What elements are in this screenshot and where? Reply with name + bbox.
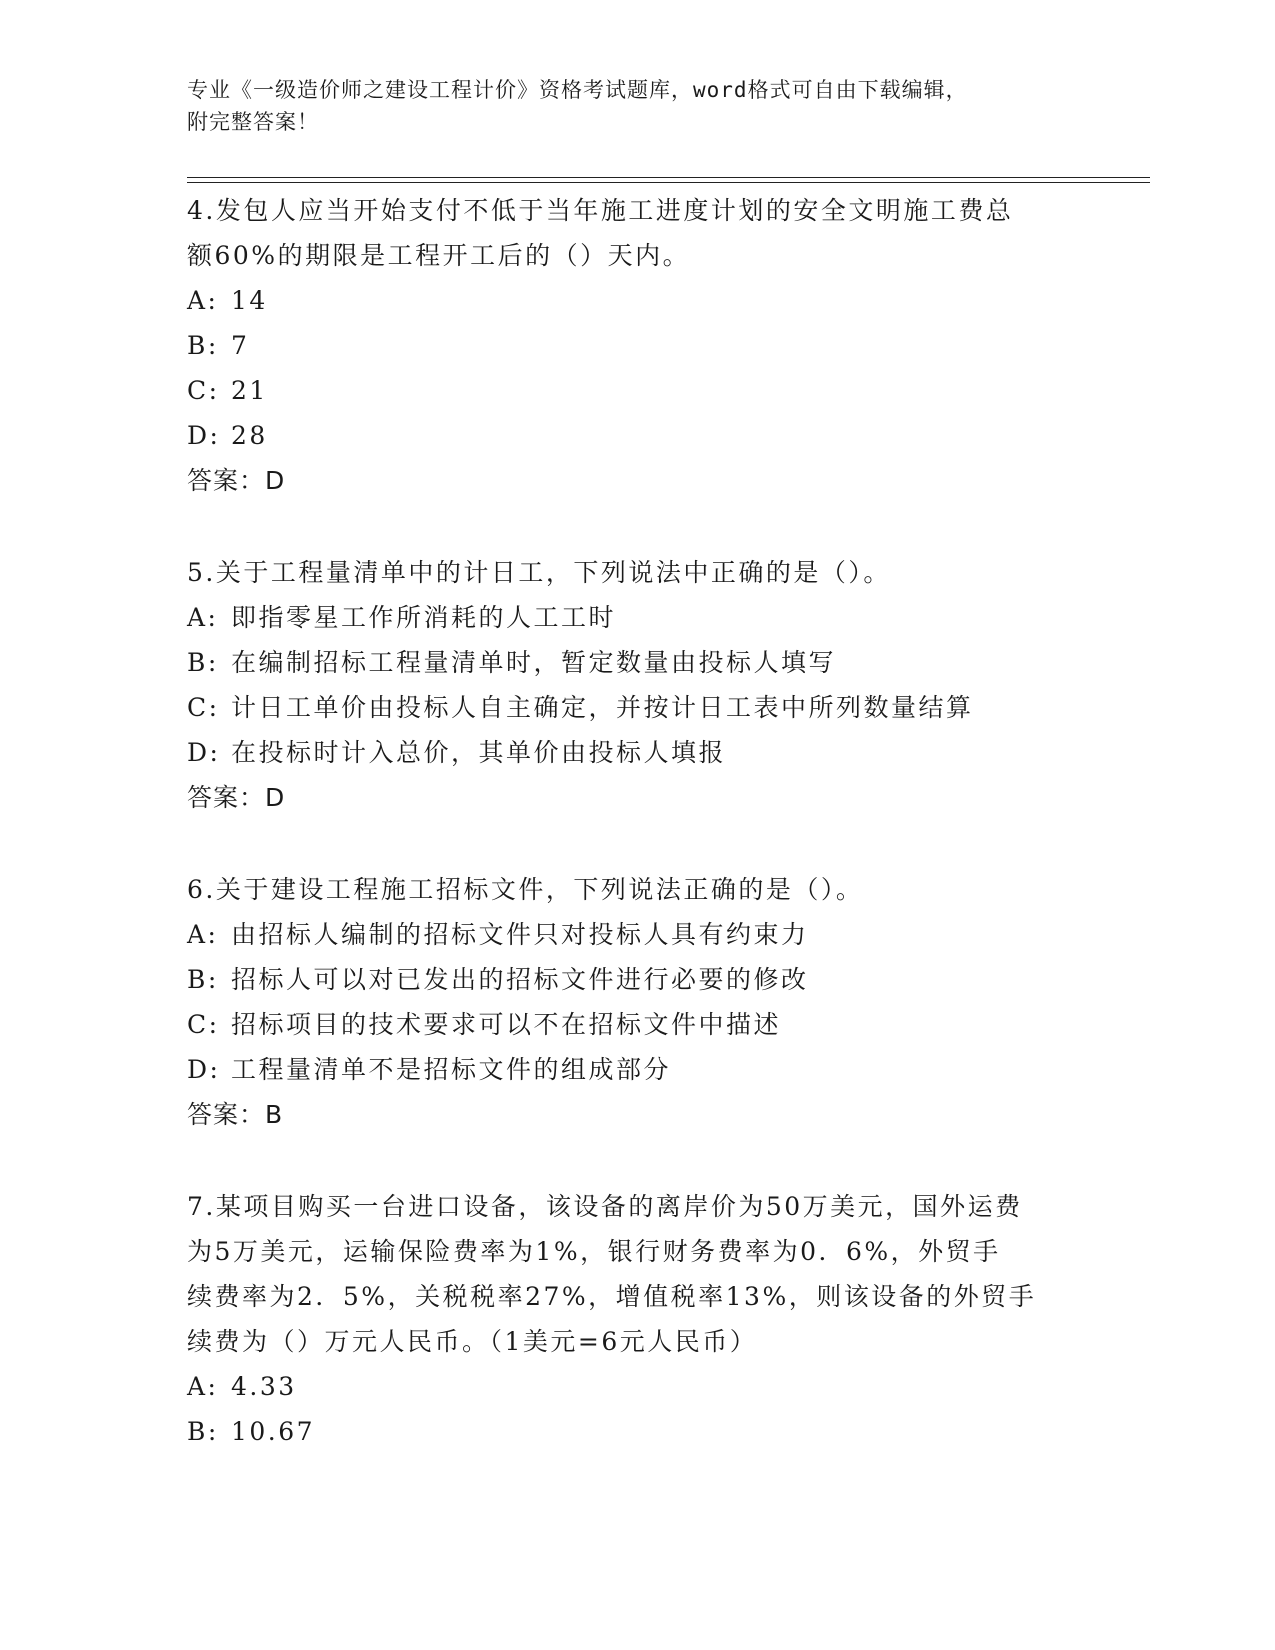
document-header: [187, 74, 1087, 138]
option-text: 28: [231, 421, 268, 450]
question-stem-line: 7.某项目购买一台进口设备，该设备的离岸价为50万美元，国外运费: [187, 1192, 1023, 1221]
question-stem-line: 5.关于工程量清单中的计日工，下列说法中正确的是（）。: [187, 558, 891, 587]
header-line-2: 附完整答案！: [187, 110, 319, 134]
option-b: [187, 640, 1087, 685]
option-key: A:: [187, 286, 219, 315]
option-key: C:: [187, 1010, 220, 1039]
option-text: 在编制招标工程量清单时，暂定数量由投标人填写: [231, 648, 837, 677]
option-text: 由招标人编制的招标文件只对投标人具有约束力: [231, 920, 809, 949]
question-stem-line: 6.关于建设工程施工招标文件，下列说法正确的是（）。: [187, 875, 864, 904]
option-key: D:: [187, 738, 221, 767]
question-stem-line: 4.发包人应当开始支付不低于当年施工进度计划的安全文明施工费总: [187, 196, 1014, 225]
question-stem-line: 续费率为2．5%，关税税率27%，增值税率13%，则该设备的外贸手: [187, 1282, 1037, 1311]
question-spacer: [187, 820, 1087, 867]
option-b: [187, 957, 1087, 1002]
option-b: [187, 323, 1087, 368]
question-list: [187, 188, 1087, 1454]
question-5: [187, 550, 1087, 820]
option-text: 工程量清单不是招标文件的组成部分: [231, 1055, 672, 1084]
question-stem-line: 续费为（）万元人民币。（1美元=6元人民币）: [187, 1327, 758, 1356]
question-spacer: [187, 503, 1087, 550]
option-d: [187, 1047, 1087, 1092]
option-text: 招标人可以对已发出的招标文件进行必要的修改: [231, 965, 809, 994]
option-text: 7: [231, 331, 250, 360]
option-text: 21: [231, 376, 268, 405]
option-text: 即指零星工作所消耗的人工工时: [231, 603, 617, 632]
option-a: [187, 595, 1087, 640]
option-c: [187, 368, 1087, 413]
header-rule-top: [187, 177, 1150, 178]
option-key: B:: [187, 1417, 219, 1446]
option-key: B:: [187, 965, 219, 994]
header-rule-bottom: [187, 182, 1150, 183]
option-key: A:: [187, 603, 219, 632]
question-stem-line: 额60%的期限是工程开工后的（）天内。: [187, 241, 691, 270]
question-stem-line: 为5万美元，运输保险费率为1%，银行财务费率为0．6%，外贸手: [187, 1237, 1001, 1266]
option-text: 计日工单价由投标人自主确定，并按计日工表中所列数量结算: [231, 693, 974, 722]
question-7: [187, 1184, 1087, 1454]
option-text: 招标项目的技术要求可以不在招标文件中描述: [231, 1010, 782, 1039]
question-spacer: [187, 1137, 1087, 1184]
option-a: [187, 912, 1087, 957]
option-d: [187, 730, 1087, 775]
question-6: [187, 867, 1087, 1137]
option-text: 在投标时计入总价，其单价由投标人填报: [231, 738, 727, 767]
option-key: C:: [187, 376, 220, 405]
option-key: B:: [187, 331, 219, 360]
question-4: [187, 188, 1087, 503]
header-line-1: 专业《一级造价师之建设工程计价》资格考试题库，word格式可自由下载编辑，: [187, 78, 968, 102]
option-text: 10.67: [231, 1417, 316, 1446]
option-text: 4.33: [231, 1372, 297, 1401]
option-a: [187, 1364, 1087, 1409]
option-key: B:: [187, 648, 219, 677]
option-a: [187, 278, 1087, 323]
option-d: [187, 413, 1087, 458]
option-c: [187, 685, 1087, 730]
option-key: D:: [187, 421, 221, 450]
option-text: 14: [231, 286, 268, 315]
option-key: A:: [187, 920, 219, 949]
option-b: [187, 1409, 1087, 1454]
option-key: A:: [187, 1372, 219, 1401]
answer-line: 答案：D: [187, 783, 286, 812]
answer-line: 答案：D: [187, 466, 286, 495]
option-key: D:: [187, 1055, 221, 1084]
option-c: [187, 1002, 1087, 1047]
answer-line: 答案：B: [187, 1100, 284, 1129]
option-key: C:: [187, 693, 220, 722]
